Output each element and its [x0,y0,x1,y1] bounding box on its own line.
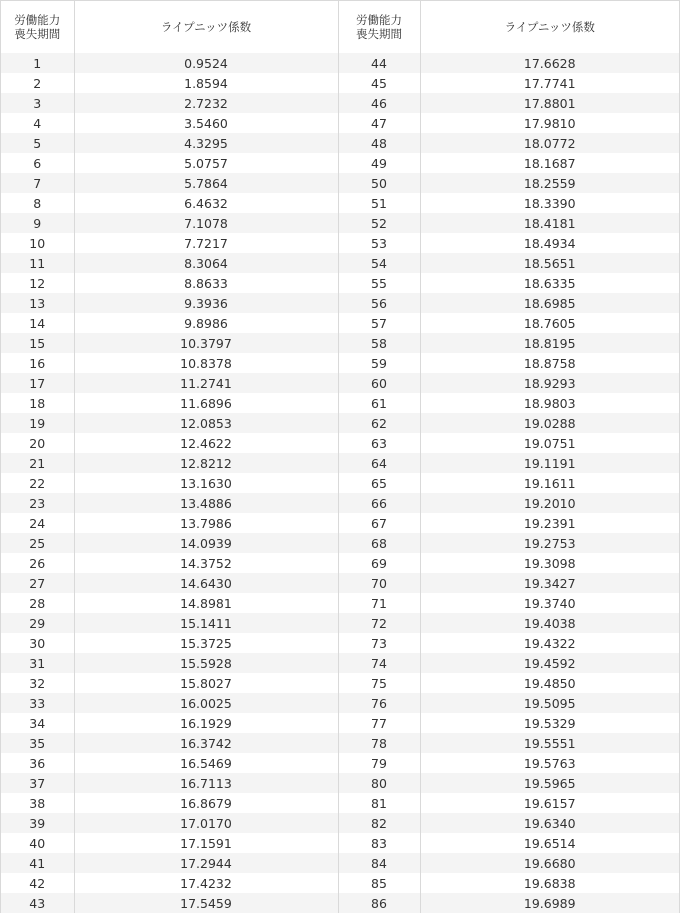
coefficient-cell: 17.1591 [74,833,338,853]
loss-period-cell: 54 [338,253,420,273]
loss-period-cell: 79 [338,753,420,773]
table-row [1,893,679,913]
loss-period-cell: 86 [338,893,420,913]
loss-period-cell: 13 [1,293,74,313]
coefficient-cell: 19.3740 [420,593,679,613]
loss-period-cell: 17 [1,373,74,393]
loss-period-cell: 48 [338,133,420,153]
loss-period-cell: 35 [1,733,74,753]
loss-period-cell: 21 [1,453,74,473]
loss-period-cell: 65 [338,473,420,493]
header-line: ライプニッツ係数 [160,20,252,34]
coefficient-cell: 19.6680 [420,853,679,873]
coefficient-cell: 19.3098 [420,553,679,573]
coefficient-cell: 11.6896 [74,393,338,413]
loss-period-cell: 1 [1,53,74,73]
loss-period-cell: 38 [1,793,74,813]
loss-period-cell: 9 [1,213,74,233]
loss-period-cell: 51 [338,193,420,213]
table-row [1,693,679,713]
coefficient-cell: 19.1191 [420,453,679,473]
loss-period-cell: 5 [1,133,74,153]
coefficient-cell: 12.0853 [74,413,338,433]
loss-period-cell: 60 [338,373,420,393]
coefficient-cell: 13.4886 [74,493,338,513]
coefficient-cell: 8.8633 [74,273,338,293]
table-row [1,133,679,153]
table-row [1,713,679,733]
coefficient-cell: 2.7232 [74,93,338,113]
coefficient-cell: 6.4632 [74,193,338,213]
coefficient-cell: 14.6430 [74,573,338,593]
coefficient-cell: 17.2944 [74,853,338,873]
loss-period-cell: 69 [338,553,420,573]
loss-period-cell: 45 [338,73,420,93]
coefficient-cell: 7.7217 [74,233,338,253]
coefficient-cell: 8.3064 [74,253,338,273]
loss-period-cell: 43 [1,893,74,913]
coefficient-cell: 12.8212 [74,453,338,473]
loss-period-cell: 76 [338,693,420,713]
table-row [1,553,679,573]
coefficient-cell: 16.1929 [74,713,338,733]
loss-period-cell: 57 [338,313,420,333]
table-row [1,273,679,293]
loss-period-cell: 71 [338,593,420,613]
coefficient-cell: 19.5965 [420,773,679,793]
loss-period-cell: 84 [338,853,420,873]
coefficient-cell: 18.4934 [420,233,679,253]
table-row [1,93,679,113]
loss-period-cell: 18 [1,393,74,413]
loss-period-cell: 72 [338,613,420,633]
coefficient-cell: 19.5095 [420,693,679,713]
loss-period-cell: 46 [338,93,420,113]
table-row [1,413,679,433]
loss-period-cell: 30 [1,633,74,653]
loss-period-cell: 44 [338,53,420,73]
header-coefficient-left [74,1,338,53]
header-coefficient-right [420,1,679,53]
coefficient-cell: 18.4181 [420,213,679,233]
coefficient-cell: 16.3742 [74,733,338,753]
table-row [1,353,679,373]
coefficient-cell: 19.4850 [420,673,679,693]
coefficient-cell: 19.6514 [420,833,679,853]
coefficient-cell: 15.5928 [74,653,338,673]
table-row [1,653,679,673]
header-line: 喪失期間 [356,27,402,41]
loss-period-cell: 56 [338,293,420,313]
coefficient-cell: 19.2391 [420,513,679,533]
loss-period-cell: 39 [1,813,74,833]
table-row [1,633,679,653]
header-loss-period-left [1,1,74,53]
coefficient-cell: 15.1411 [74,613,338,633]
coefficient-cell: 19.5329 [420,713,679,733]
header-line: 労働能力 [14,13,61,27]
header-line: ライプニッツ係数 [504,20,595,34]
coefficient-cell: 19.4322 [420,633,679,653]
loss-period-cell: 27 [1,573,74,593]
loss-period-cell: 70 [338,573,420,593]
coefficient-cell: 17.8801 [420,93,679,113]
coefficient-cell: 19.6989 [420,893,679,913]
header-line: 喪失期間 [14,27,61,41]
table-row [1,253,679,273]
header-line: 労働能力 [356,13,402,27]
coefficient-cell: 18.7605 [420,313,679,333]
loss-period-cell: 6 [1,153,74,173]
loss-period-cell: 66 [338,493,420,513]
loss-period-cell: 4 [1,113,74,133]
coefficient-cell: 19.2753 [420,533,679,553]
coefficient-cell: 14.0939 [74,533,338,553]
loss-period-cell: 80 [338,773,420,793]
coefficient-cell: 3.5460 [74,113,338,133]
coefficient-cell: 16.8679 [74,793,338,813]
loss-period-cell: 25 [1,533,74,553]
coefficient-cell: 19.2010 [420,493,679,513]
coefficient-cell: 18.6335 [420,273,679,293]
table-row [1,73,679,93]
loss-period-cell: 15 [1,333,74,353]
loss-period-cell: 41 [1,853,74,873]
loss-period-cell: 55 [338,273,420,293]
table-row [1,233,679,253]
table-row [1,773,679,793]
loss-period-cell: 85 [338,873,420,893]
table-row [1,673,679,693]
coefficient-cell: 18.0772 [420,133,679,153]
header-loss-period-right [338,1,420,53]
coefficient-cell: 4.3295 [74,133,338,153]
loss-period-cell: 67 [338,513,420,533]
loss-period-cell: 68 [338,533,420,553]
table-row [1,153,679,173]
loss-period-cell: 73 [338,633,420,653]
table-row [1,793,679,813]
coefficient-cell: 18.2559 [420,173,679,193]
table-row [1,873,679,893]
loss-period-cell: 37 [1,773,74,793]
coefficient-cell: 19.0288 [420,413,679,433]
loss-period-cell: 47 [338,113,420,133]
loss-period-cell: 7 [1,173,74,193]
table-row [1,473,679,493]
table-row [1,433,679,453]
coefficient-cell: 12.4622 [74,433,338,453]
coefficient-cell: 17.0170 [74,813,338,833]
loss-period-cell: 29 [1,613,74,633]
coefficient-cell: 17.6628 [420,53,679,73]
table-row [1,753,679,773]
loss-period-cell: 42 [1,873,74,893]
coefficient-cell: 18.6985 [420,293,679,313]
loss-period-cell: 74 [338,653,420,673]
loss-period-cell: 49 [338,153,420,173]
coefficient-cell: 10.3797 [74,333,338,353]
loss-period-cell: 77 [338,713,420,733]
coefficient-cell: 17.5459 [74,893,338,913]
coefficient-cell: 16.5469 [74,753,338,773]
leibniz-coefficient-table [1,1,679,913]
coefficient-cell: 18.1687 [420,153,679,173]
coefficient-cell: 19.1611 [420,473,679,493]
coefficient-cell: 5.0757 [74,153,338,173]
table-row [1,513,679,533]
coefficient-cell: 16.7113 [74,773,338,793]
coefficient-cell: 17.7741 [420,73,679,93]
loss-period-cell: 12 [1,273,74,293]
loss-period-cell: 2 [1,73,74,93]
coefficient-cell: 19.4592 [420,653,679,673]
coefficient-cell: 5.7864 [74,173,338,193]
loss-period-cell: 81 [338,793,420,813]
table-row [1,833,679,853]
coefficient-cell: 13.7986 [74,513,338,533]
coefficient-cell: 0.9524 [74,53,338,73]
loss-period-cell: 36 [1,753,74,773]
loss-period-cell: 3 [1,93,74,113]
table-row [1,173,679,193]
loss-period-cell: 28 [1,593,74,613]
table-row [1,573,679,593]
table-row [1,613,679,633]
coefficient-cell: 1.8594 [74,73,338,93]
table-header [1,1,679,53]
coefficient-cell: 19.3427 [420,573,679,593]
coefficient-cell: 19.6838 [420,873,679,893]
coefficient-cell: 18.9803 [420,393,679,413]
coefficient-cell: 16.0025 [74,693,338,713]
coefficient-cell: 18.3390 [420,193,679,213]
coefficient-cell: 10.8378 [74,353,338,373]
coefficient-cell: 17.4232 [74,873,338,893]
coefficient-cell: 7.1078 [74,213,338,233]
table-row [1,453,679,473]
loss-period-cell: 52 [338,213,420,233]
coefficient-cell: 15.3725 [74,633,338,653]
table-row [1,373,679,393]
coefficient-cell: 13.1630 [74,473,338,493]
loss-period-cell: 64 [338,453,420,473]
loss-period-cell: 63 [338,433,420,453]
coefficient-cell: 19.6157 [420,793,679,813]
loss-period-cell: 24 [1,513,74,533]
loss-period-cell: 75 [338,673,420,693]
coefficient-cell: 15.8027 [74,673,338,693]
coefficient-cell: 11.2741 [74,373,338,393]
table-row [1,813,679,833]
table-row [1,293,679,313]
loss-period-cell: 14 [1,313,74,333]
table-row [1,733,679,753]
loss-period-cell: 50 [338,173,420,193]
coefficient-cell: 19.0751 [420,433,679,453]
coefficient-cell: 18.8195 [420,333,679,353]
loss-period-cell: 83 [338,833,420,853]
loss-period-cell: 22 [1,473,74,493]
loss-period-cell: 40 [1,833,74,853]
coefficient-cell: 19.6340 [420,813,679,833]
table-row [1,53,679,73]
loss-period-cell: 62 [338,413,420,433]
table-row [1,393,679,413]
table-row [1,333,679,353]
table-row [1,193,679,213]
loss-period-cell: 19 [1,413,74,433]
loss-period-cell: 33 [1,693,74,713]
coefficient-cell: 17.9810 [420,113,679,133]
loss-period-cell: 34 [1,713,74,733]
loss-period-cell: 58 [338,333,420,353]
loss-period-cell: 53 [338,233,420,253]
table-row [1,213,679,233]
table-row [1,853,679,873]
loss-period-cell: 16 [1,353,74,373]
coefficient-cell: 19.5551 [420,733,679,753]
loss-period-cell: 10 [1,233,74,253]
loss-period-cell: 32 [1,673,74,693]
table-row [1,593,679,613]
coefficient-cell: 19.5763 [420,753,679,773]
loss-period-cell: 78 [338,733,420,753]
loss-period-cell: 59 [338,353,420,373]
table-row [1,493,679,513]
loss-period-cell: 61 [338,393,420,413]
loss-period-cell: 20 [1,433,74,453]
coefficient-cell: 9.3936 [74,293,338,313]
loss-period-cell: 82 [338,813,420,833]
coefficient-cell: 19.4038 [420,613,679,633]
coefficient-cell: 18.8758 [420,353,679,373]
table-body [1,53,679,913]
header-row [1,1,679,53]
table-row [1,313,679,333]
coefficient-cell: 14.8981 [74,593,338,613]
coefficient-cell: 18.5651 [420,253,679,273]
loss-period-cell: 11 [1,253,74,273]
table-row [1,113,679,133]
loss-period-cell: 8 [1,193,74,213]
table-row [1,533,679,553]
loss-period-cell: 23 [1,493,74,513]
coefficient-cell: 14.3752 [74,553,338,573]
loss-period-cell: 26 [1,553,74,573]
coefficient-cell: 9.8986 [74,313,338,333]
loss-period-cell: 31 [1,653,74,673]
coefficient-cell: 18.9293 [420,373,679,393]
